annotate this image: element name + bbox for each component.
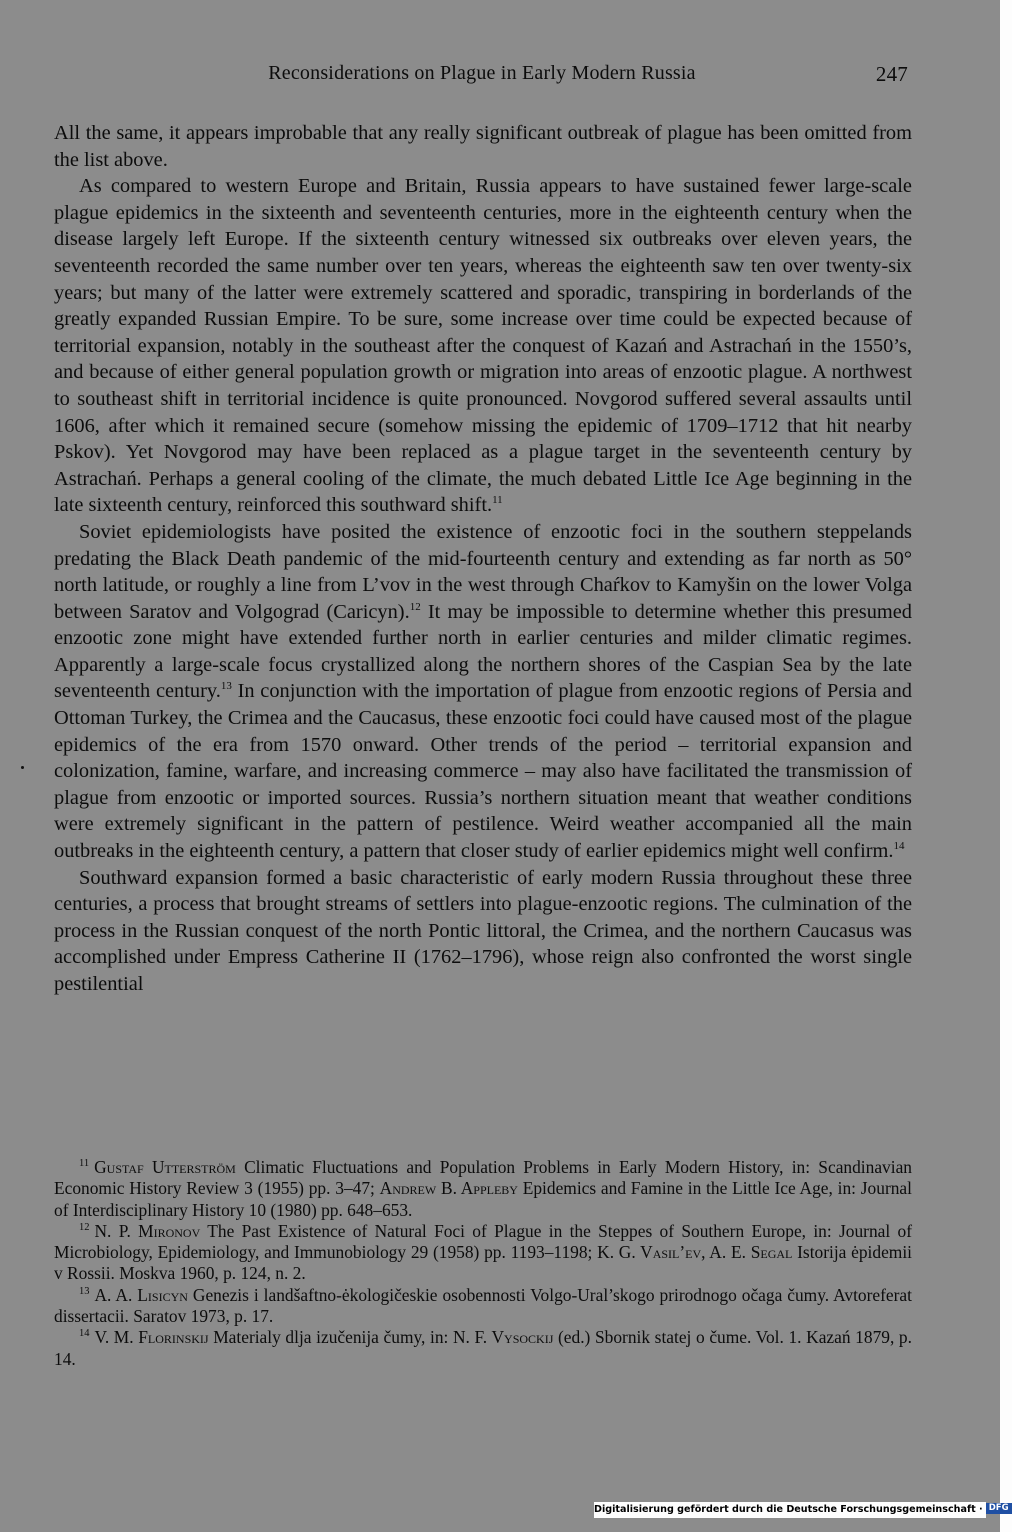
paragraph-1-text: All the same, it appears improbable that any really significant outbreak of plague has been omitted from the list above. [54,122,912,171]
paragraph-3 [54,519,912,865]
paragraph-3b-text: It may be impossible to determine whether this presumed enzootic zone might have extended further north in earlier centuries and milder climatic regimes. Apparently a large-scale focus crystallized along the northern shores of the Caspian Sea by the late seventeenth century. [54,600,912,703]
credit-text: Digitalisierung gefördert durch die Deutsche Forschungsgemeinschaft · [594,1504,983,1515]
scan-speck [21,766,24,769]
footnote-text: Materialy dlja izučenija čumy, in: [208,1327,453,1348]
paragraph-3a-text: Soviet epidemiologists have posited the existence of enzootic foci in the southern steppelands predating the Black Death pandemic of the mid-fourteenth century and extending as far north as 50° north latitude, or roughly a line from L’vov in the west through Chaŕkov to Kamyšin on the lower Volga between Saratov and Volgograd (Caricyn). [54,520,912,623]
footnote-11 [54,1157,912,1221]
footnote-number: 13 [79,1285,90,1297]
footnote-author: N. P. Mironov [94,1220,201,1241]
running-head [54,62,910,88]
footnote-number: 11 [79,1158,90,1169]
paragraph-3c-text: In conjunction with the importation of plague from enzootic regions of Persia and Ottoman Turkey, the Crimea and the Caucasus, these enzootic foci could have caused most of the plague epidemics of the era from 1570 onward. Other trends of the period – territorial expansion and colonization, famine, warfare, and increasing commerce – may also have facilitated the transmission of plague from enzootic or imported sources. Russia’s northern situation meant that weather conditions were extremely significant in the pattern of pestilence. Weird weather accompanied all the main outbreaks in the eighteenth century, a pattern that closer study of earlier epidemics might well confirm. [54,680,912,863]
footnote-number: 14 [79,1328,90,1340]
footnote-12 [54,1221,912,1285]
footnote-text-2: Epidemics and Famine in the Little Ice Age, in: Journal of Interdisciplinary History 10 (1980) pp. 648–653. [54,1178,912,1220]
footnote-number: 12 [79,1221,90,1233]
paragraph-4-text: Southward expansion formed a basic characteristic of early modern Russia throughout these three centuries, a process that brought streams of settlers into plague-enzootic regions. The culmination of the process in the Russian conquest of the north Pontic littoral, the Crimea, and the northern Caucasus was accomplished under Empress Catherine II (1762–1796), whose reign also confronted the worst single pestilential [54,866,912,995]
footnote-text: The Past Existence of Natural Foci of Plague in the Steppes of Southern Europe, in: Journal of Microbiology, Epidemiology, and Immunobiology 29 (1958) pp. 1193–1198; [54,1220,912,1263]
footnote-author: V. M. Florinskij [94,1327,209,1348]
paragraph-2-text: As compared to western Europe and Britain, Russia appears to have sustained fewer large-scale plague epidemics in the sixteenth and seventeenth centuries, more in the eighteenth century when the disease largely left Europe. If the sixteenth century witnessed six outbreaks over eleven years, the seventeenth recorded the same number over ten years, whereas the eighteenth saw ten over twenty-six years; but many of the latter were extremely scattered and sporadic, transpiring in borderlands of the greatly expanded Russian Empire. To be sure, some increase over time could be expected because of territorial expansion, notably in the southeast after the conquest of Kazań and Astrachań in the 1550’s, and because of either general population growth or migration into areas of enzootic plague. A northwest to southeast shift in territorial incidence is quite pronounced. Novgorod suffered several assaults until 1606, after which it remained secure (somehow missing the epidemic of 1709–1712 that hit nearby Pskov). Yet Novgorod may have been replaced as a plague target in the seventeenth century by Astrachań. Perhaps a general cooling of the climate, the much debated Little Ice Age beginning in the late sixteenth century, reinforced this southward shift. [54,175,912,517]
footnote-ref-14: 14 [893,840,905,853]
footnote-ref-13: 13 [220,680,232,693]
dfg-logo-icon: DFG [986,1503,1012,1514]
footnote-author-2: N. F. Vysockij [453,1327,554,1348]
footnote-author-2: K. G. Vasil’ev, A. E. Segal [597,1242,793,1263]
running-title: Reconsiderations on Plague in Early Modern Russia [268,62,696,84]
footnote-14 [54,1327,912,1370]
paragraph-4 [54,865,912,998]
footnote-text-2: (ed.) Sbornik statej o čume. Vol. 1. Kazań 1879, p. 14. [54,1327,912,1369]
footnotes [54,1157,912,1370]
footnote-text-2: Istorija ėpidemii v Rossii. Moskva 1960, p. 124, n. 2. [54,1242,912,1284]
footnote-text: Genezis i landšaftno-ėkologičeskie osobennosti Volgo-Ural’skogo prirodnogo očaga čumy. Avtoreferat dissertacii. Saratov 1973, p. 17. [54,1284,912,1327]
body-text [54,120,912,998]
footnote-author: A. A. Lisicyn [94,1284,188,1305]
footnote-ref-11: 11 [492,494,503,507]
footnote-ref-12: 12 [409,600,421,613]
page-number: 247 [875,62,908,86]
paragraph-2 [54,173,912,519]
footnote-13 [54,1285,912,1328]
footnote-author-2: Andrew B. Appleby [379,1178,518,1199]
footnote-author: Gustaf Utterström [94,1157,236,1177]
digitization-credit [594,1502,1009,1518]
paragraph-1 [54,120,912,173]
footnote-text: Climatic Fluctuations and Population Problems in Early Modern History, in: Scandinavian Economic History Review 3 (1955) pp. 3–47; [54,1157,912,1199]
